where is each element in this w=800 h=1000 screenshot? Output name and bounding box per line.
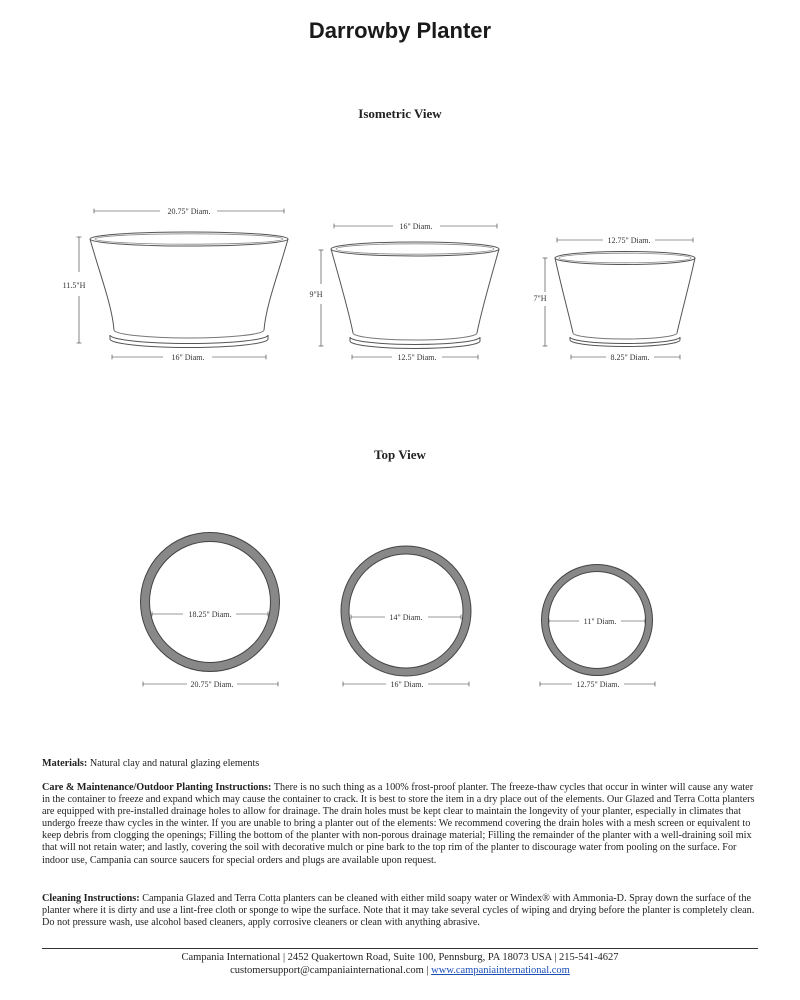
top-view-heading: Top View [374, 447, 426, 462]
inner-diameter-label: 14" Diam. [389, 613, 423, 622]
care-label: Care & Maintenance/Outdoor Planting Instructions: [42, 782, 272, 793]
outer-diameter-label: 20.75" Diam. [190, 680, 234, 689]
height-label: 7"H [533, 294, 547, 303]
isometric-planter-medium [331, 242, 499, 349]
materials-text: Natural clay and natural glazing elements [89, 758, 260, 769]
outer-diameter-label: 16" Diam. [390, 680, 424, 689]
base-diameter-label: 12.5" Diam. [397, 353, 437, 362]
height-label: 11.5"H [62, 281, 86, 290]
care-paragraph [42, 782, 758, 867]
top-view-ring-large [141, 533, 280, 672]
care-text: There is no such thing as a 100% frost-proof planter. The freeze-thaw cycles that occur in winter will cause any water in the container to freeze and expand which may cause the container to crack. It is best to store the item in a dry place out of the elements. Our Glazed and Terra Cotta planters are equipped with pre-installed drainage holes to allow for drainage. The drain holes must be kept clear to maintain the longevity of your planter, especially in climates that undergo freeze thaw cycles in the winter. If you are unable to bring a planter out of the elements: We recommend covering the drain holes with a mesh screen or equivalent to keep debris from clogging the openings; Filling the bottom of the planter with non-porous drainage material; Filling the remainder of the planter with a well-draining soil mix that will not retain water; and lastly, covering the soil with decorative mulch or pine bark to the top rim of the planter to discourage water from pooling on the surface. For indoor use, Campania can source saucers for special orders and plugs are available upon request. [42, 782, 755, 866]
top-diameter-label: 12.75" Diam. [607, 236, 651, 245]
materials-paragraph [42, 758, 758, 770]
footer-divider [42, 948, 758, 949]
cleaning-text: Campania Glazed and Terra Cotta planters can be cleaned with either mild soapy water or Windex® with Ammonia-D. Spray down the surface of the planter where it is dirty and use a lint-free cloth or sponge to wipe the surface. Note that it may take several cycles of wiping and drying before the planter is completely clean. Do not pressure wash, use alcohol based cleaners, apply corrosive cleaners or clean with anything abrasive. [42, 893, 755, 929]
footer-contact [0, 965, 800, 976]
cleaning-label: Cleaning Instructions: [42, 893, 140, 904]
top-diameter-label: 16" Diam. [399, 222, 433, 231]
cleaning-paragraph [42, 893, 758, 929]
top-diameter-label: 20.75" Diam. [167, 207, 211, 216]
isometric-planter-small [555, 252, 695, 347]
inner-diameter-label: 11" Diam. [583, 617, 617, 626]
isometric-planter-large [90, 232, 288, 347]
footer-address: Campania International | 2452 Quakertown Road, Suite 100, Pennsburg, PA 18073 USA | 215-541-4627 [181, 952, 619, 963]
base-diameter-label: 16" Diam. [171, 353, 205, 362]
base-diameter-label: 8.25" Diam. [610, 353, 650, 362]
inner-diameter-label: 18.25" Diam. [188, 610, 232, 619]
page-title: Darrowby Planter [308, 18, 492, 43]
materials-label: Materials: [42, 758, 88, 769]
isometric-view-heading: Isometric View [358, 106, 442, 121]
footer-email: customersupport@campaniainternational.com | [230, 965, 429, 976]
footer-website-link[interactable]: www.campaniainternational.com [431, 965, 570, 976]
outer-diameter-label: 12.75" Diam. [576, 680, 620, 689]
height-label: 9"H [309, 290, 323, 299]
top-view-ring-medium [341, 546, 471, 676]
